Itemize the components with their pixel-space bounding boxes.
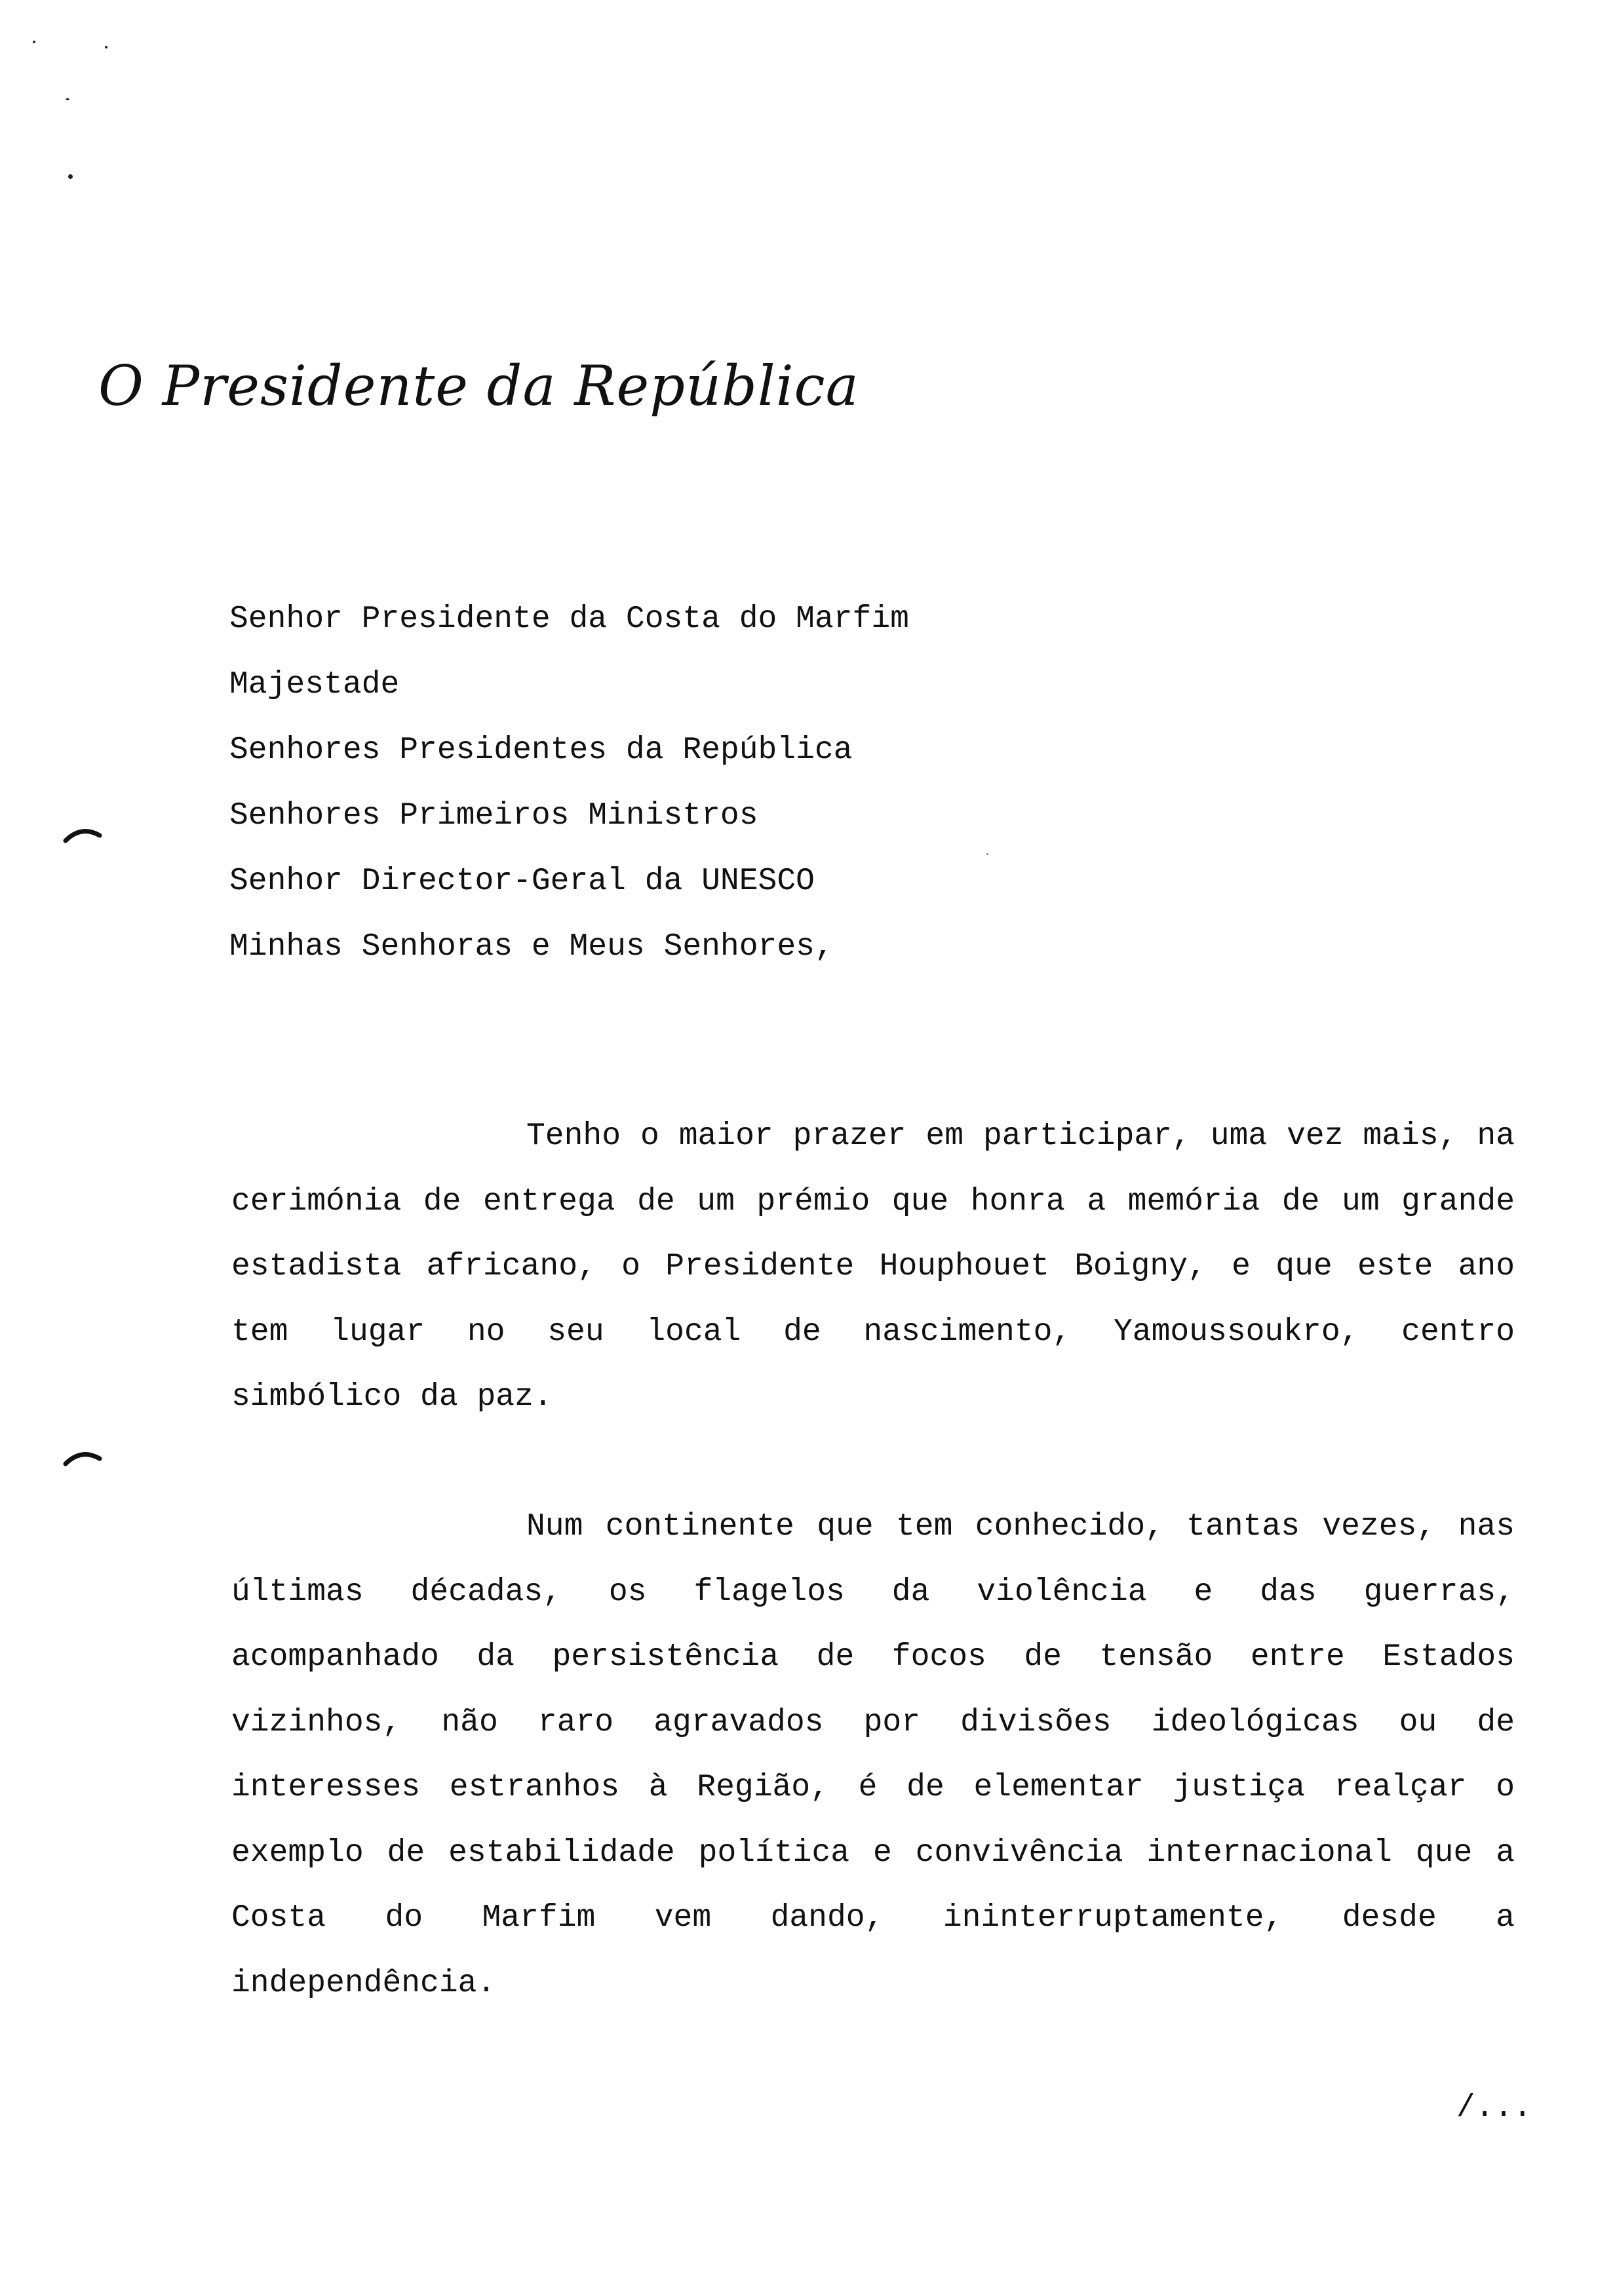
- salutation-line: Senhores Primeiros Ministros: [229, 798, 758, 833]
- body-paragraph: Num continente que tem conhecido, tantas vezes, nas últimas décadas, os flagelos da violência e das guerras, acompanhado da persistência de focos de tensão entre Estados vizinhos, não raro agravados por divisões ideológicas ou de interesses estranhos à Região, é de elementar justiça realçar o exemplo de estabilidade política e convivência internacional que a Costa do Marfim vem dando, ininterruptamente, desde a independência.: [231, 1509, 1515, 2001]
- letterhead-title: O Presidente da República: [98, 354, 859, 418]
- scan-speck: [986, 853, 988, 855]
- salutation-block: [229, 586, 909, 980]
- continued-mark: /...: [1456, 2090, 1532, 2126]
- salutation-line: Majestade: [229, 667, 400, 702]
- scan-speck: [66, 98, 69, 100]
- punch-hole-mark: [63, 816, 102, 855]
- scan-speck: [33, 41, 35, 43]
- salutation-line: Senhor Presidente da Costa do Marfim: [229, 602, 909, 637]
- scan-speck: [68, 174, 73, 179]
- scan-speck: [105, 46, 107, 48]
- body-paragraph: Tenho o maior prazer em participar, uma vez mais, na cerimónia de entrega de um prémio que honra a memória de um grande estadista africano, o Presidente Houphouet Boigny, e que este ano tem lugar no seu local de nascimento, Yamoussoukro, centro simbólico da paz.: [231, 1119, 1515, 1415]
- salutation-line: Minhas Senhoras e Meus Senhores,: [229, 929, 834, 965]
- punch-hole-mark: [63, 1439, 102, 1478]
- salutation-line: Senhor Director-Geral da UNESCO: [229, 864, 815, 899]
- salutation-line: Senhores Presidentes da República: [229, 733, 853, 768]
